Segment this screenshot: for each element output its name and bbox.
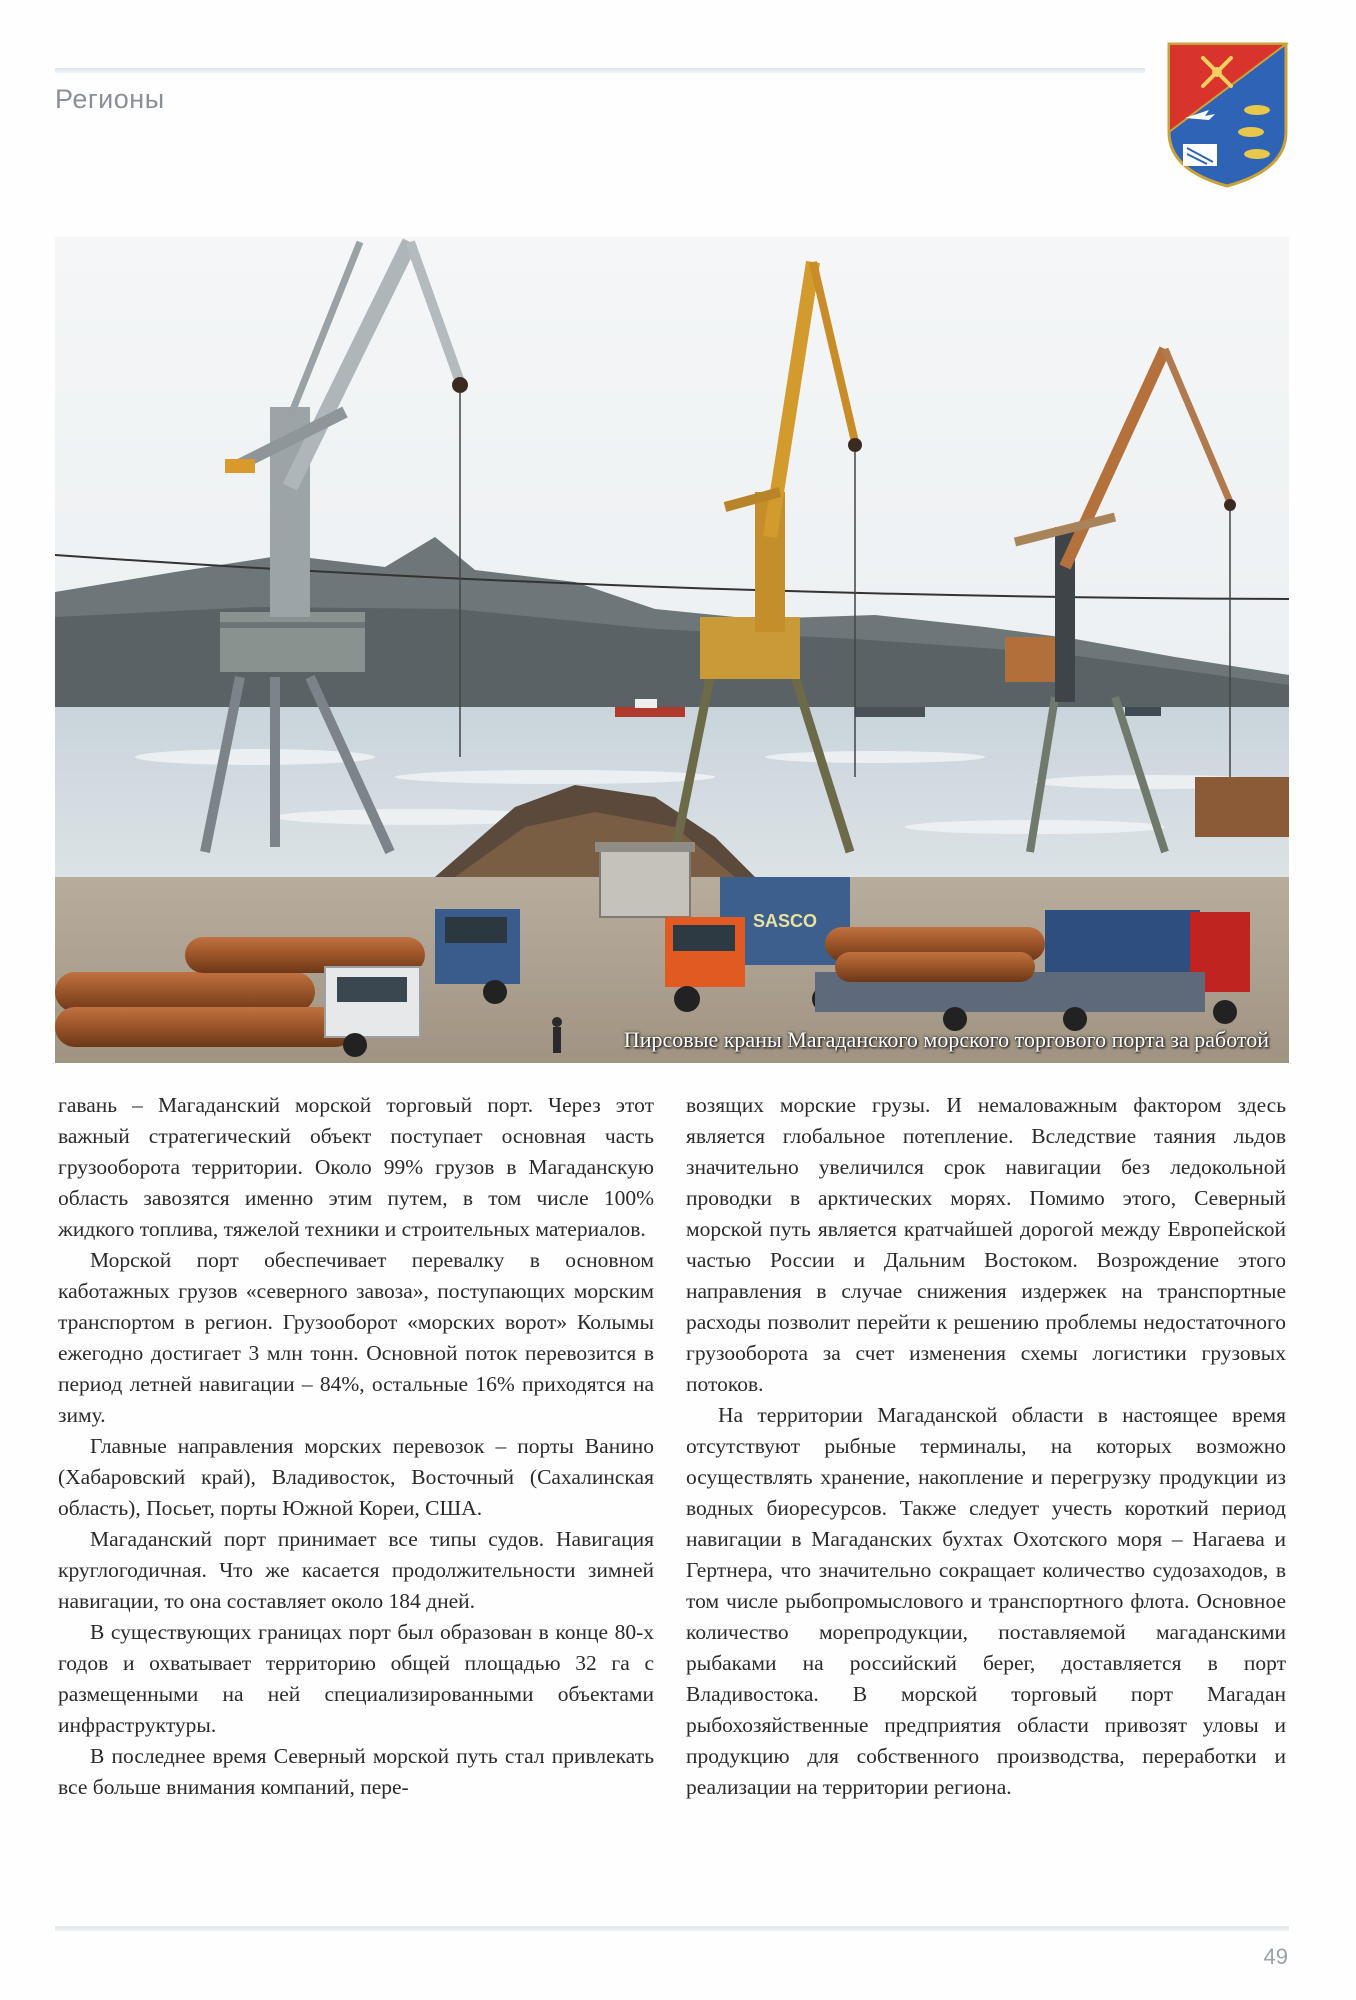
- port-cranes-photo: [55, 237, 1289, 1063]
- paragraph: возящих морские грузы. И немаловажным фактором здесь является глобальное потепление. Вследствие таяния льдов значительно увеличился срок навигации без ледокольной проводки в арктических морях. Помимо этого, Северный морской путь является кратчайшей дорогой между Европейской частью России и Дальним Востоком. Возрождение этого направления в случае снижения издержек на транспортные расходы позволит перейти к решению проблемы недостаточного грузооборота за счет изменения схемы логистики грузовых потоков.: [686, 1093, 1286, 1396]
- paragraph: Магаданский порт принимает все типы судов. Навигация круглогодичная. Что же касается продолжительности зимней навигации, то она составляет около 184 дней.: [58, 1527, 654, 1613]
- paragraph: На территории Магаданской области в настоящее время отсутствуют рыбные терминалы, на которых возможно осуществлять хранение, накопление и перегрузку продукции из водных биоресурсов. Также следует учесть короткий период навигации в Магаданских бухтах Охотского моря – Нагаева и Гертнера, что значительно сокращает количество судозаходов, в том числе рыбопромыслового и транспортного флота. Основное количество морепродукции, поставляемой магаданскими рыбаками на российский берег, доставляется в порт Владивостока. В морской торговый порт Магадан рыбохозяйственные предприятия области привозят уловы и продукцию для собственного производства, переработки и реализации на территории региона.: [686, 1403, 1286, 1799]
- left-column: [58, 1090, 654, 1803]
- photo-caption: Пирсовые краны Магаданского морского торгового порта за работой: [623, 1027, 1269, 1052]
- paragraph: В существующих границах порт был образован в конце 80-х годов и охватывает территорию общей площадью 32 га с размещенными на ней специализированными объектами инфраструктуры.: [58, 1620, 654, 1737]
- header-rule: [55, 68, 1145, 73]
- paragraph: В последнее время Северный морской путь стал привлекать все больше внимания компаний, пере-: [58, 1744, 654, 1799]
- section-title: Регионы: [55, 84, 165, 114]
- page-number: 49: [1263, 1944, 1288, 1969]
- container-label: SASCO: [752, 911, 818, 931]
- paragraph: Морской порт обеспечивает перевалку в основном каботажных грузов «северного завоза», поступающих морским транспортом в регион. Грузооборот «морских ворот» Колымы ежегодно достигает 3 млн тонн. Основной поток перевозится в период летней навигации – 84%, остальные 16% приходятся на зиму.: [58, 1248, 654, 1427]
- footer-rule: [55, 1926, 1289, 1931]
- right-column: [686, 1090, 1286, 1803]
- paragraph: Главные направления морских перевозок – порты Ванино (Хабаровский край), Владивосток, Восточный (Сахалинская область), Посьет, порты Южной Кореи, США.: [58, 1434, 654, 1520]
- paragraph: гавань – Магаданский морской торговый порт. Через этот важный стратегический объект поступает основная часть грузооборота территории. Около 99% грузов в Магаданскую область завозятся именно этим путем, в том числе 100% жидкого топлива, тяжелой техники и строительных материалов.: [58, 1093, 654, 1241]
- magadan-coat-of-arms-icon: [1165, 40, 1290, 190]
